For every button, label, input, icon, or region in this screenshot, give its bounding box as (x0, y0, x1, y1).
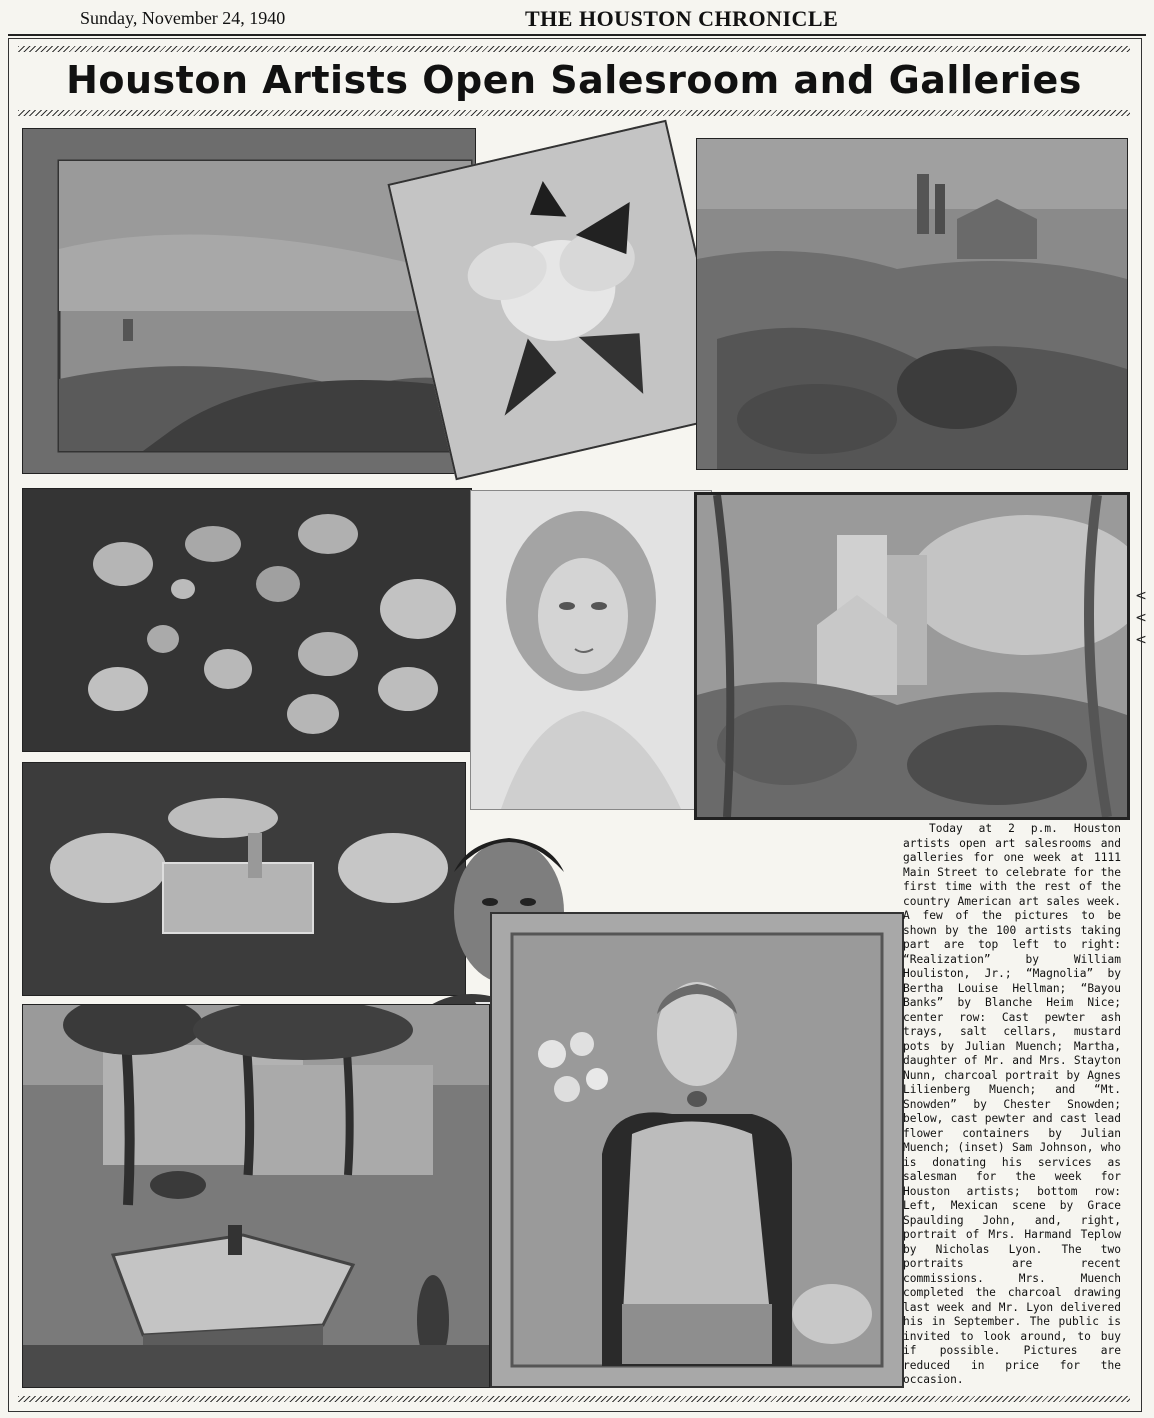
martha-portrait-image (471, 491, 711, 809)
mexican-scene-image (23, 1005, 489, 1387)
page-headline: Houston Artists Open Salesroom and Galleries (66, 58, 1082, 102)
top-rule (8, 34, 1146, 36)
newspaper-name: THE HOUSTON CHRONICLE (525, 6, 839, 31)
margin-arrow-3: < (1135, 632, 1147, 648)
flower-containers-image (23, 763, 465, 995)
mt-snowden-image (697, 495, 1127, 817)
pewter-items-image (23, 489, 471, 751)
bayou-banks-image (697, 139, 1127, 469)
photo-martha-charcoal-portrait (470, 490, 712, 810)
headline-rule-top (18, 46, 1130, 52)
bottom-rule (18, 1396, 1130, 1402)
photo-mt-snowden-painting (694, 492, 1130, 820)
photo-pewter-ash-trays (22, 488, 472, 752)
margin-arrow-1: < (1135, 588, 1147, 604)
headline-rule-bottom (18, 110, 1130, 116)
margin-arrow-marks (1132, 585, 1150, 651)
photo-teplow-portrait-painting (490, 912, 904, 1388)
margin-arrow-2: < (1135, 610, 1147, 626)
photo-mexican-scene-painting (22, 1004, 490, 1388)
issue-date: Sunday, November 24, 1940 (80, 8, 286, 28)
masthead (0, 0, 1154, 34)
photo-bayou-banks-painting (696, 138, 1128, 470)
teplow-portrait-image (492, 914, 902, 1386)
photo-caption-text: Today at 2 p.m. Houston artists open art salesrooms and galleries for one week at 1111 Main Street to celebrate for the first time with the rest of the country American art sales week. A few of the pictures to be shown by the 100 artists taking part are top left to right: “Realization” by William Houliston, Jr.; “Magnolia” by Bertha Louise Hellman; “Bayou Banks” by Blanche Heim Nice; center row: Cast pewter ash trays, salt cellars, mustard pots by Julian Muench; Martha, daughter of Mr. and Mrs. Stayton Nunn, charcoal portrait by Agnes Lilienberg Muench; and “Mt. Snowden” by Chester Snowden; below, cast pewter and cast lead flower containers by Julian Muench; (inset) Sam Johnson, who is donating his services as salesman for the week for Houston artists; bottom row: Left, Mexican scene by Grace Spaulding John, and, right, portrait of Mrs. Harmand Teplow by Nicholas Lyon. The two portraits are recent commissions. Mrs. Muench completed the charcoal drawing last week and Mr. Lyon delivered his in September. The public is invited to look around, to buy if possible. Pictures are reduced in price for the occasion. (903, 822, 1121, 1386)
photo-flower-containers (22, 762, 466, 996)
